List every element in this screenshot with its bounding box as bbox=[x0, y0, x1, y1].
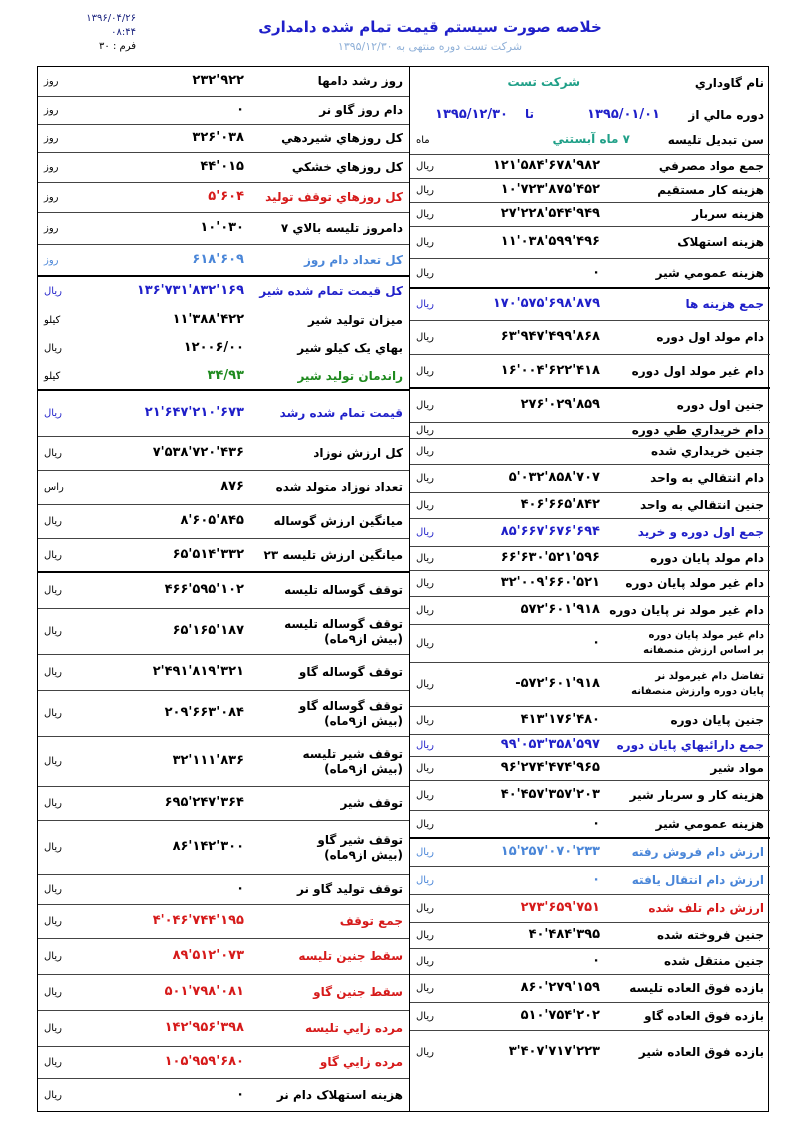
right-row-label: ارزش دام فروش رفته bbox=[631, 845, 764, 859]
left-row-label: توقف گوساله گاو bbox=[298, 665, 403, 679]
report-subtitle: شرکت تست دوره منتهی به ۱۳۹۵/۱۲/۳۰ bbox=[337, 40, 523, 53]
period-label: دوره مالي از bbox=[688, 108, 764, 122]
left-row-label-line2: (بيش از۹ماه) bbox=[324, 714, 403, 728]
right-row bbox=[410, 423, 770, 439]
left-row-label: کل روزهاي خشکي bbox=[291, 160, 403, 174]
right-row-value: ۰ bbox=[592, 635, 600, 650]
right-row-label-line2: بر اساس ارزش منصفانه bbox=[643, 645, 764, 656]
left-row-value: ۱۰۵'۹۵۹'۶۸۰ bbox=[164, 1054, 244, 1069]
right-panel bbox=[409, 67, 770, 1111]
right-row-value: ۹۹'۰۵۳'۳۵۸'۵۹۷ bbox=[500, 737, 600, 752]
left-row bbox=[38, 1047, 409, 1079]
left-row-value: ۶۵'۵۱۴'۳۳۲ bbox=[172, 547, 244, 562]
right-row-unit: ريال bbox=[416, 819, 434, 830]
right-row bbox=[410, 895, 770, 923]
left-row-label: تعداد نوزاد متولد شده bbox=[275, 480, 403, 494]
farm-name-row bbox=[410, 67, 770, 103]
left-row-label: کل روزهاي شيردهي bbox=[281, 131, 403, 145]
right-row bbox=[410, 439, 770, 465]
right-row-unit: ريال bbox=[416, 605, 434, 616]
left-row-unit: کيلو bbox=[44, 315, 61, 326]
left-row-unit: ريال bbox=[44, 708, 62, 719]
right-row-label: دام خريداري طي دوره bbox=[631, 423, 764, 437]
right-row-label: دام غير مولد پايان دوره bbox=[648, 630, 764, 641]
right-row-value: ۵۱۰'۷۵۴'۲۰۲ bbox=[520, 1008, 600, 1023]
left-row-label-line2: (بيش از۹ماه) bbox=[324, 632, 403, 646]
left-row-label: کل قيمت تمام شده شير bbox=[259, 284, 403, 298]
left-row-label: توقف توليد گاو نر bbox=[297, 882, 403, 896]
right-row bbox=[410, 547, 770, 571]
left-row-value: ۴۶۶'۵۹۵'۱۰۲ bbox=[164, 582, 244, 597]
right-row-label: جمع دارائيهاي پايان دوره bbox=[616, 738, 764, 752]
left-row-unit: ريال bbox=[44, 951, 62, 962]
right-row-label: بازده فوق العاده شير bbox=[638, 1045, 764, 1059]
right-row-value: ۴۰'۴۸۴'۳۹۵ bbox=[528, 927, 600, 942]
right-row bbox=[410, 663, 770, 707]
left-row-unit: ريال bbox=[44, 408, 62, 419]
right-row bbox=[410, 355, 770, 389]
left-row-value: ۲۰۹'۶۶۳'۰۸۴ bbox=[164, 705, 244, 720]
left-row-value: ۴'۰۴۶'۷۴۴'۱۹۵ bbox=[152, 913, 244, 928]
report-date: ۱۳۹۶/۰۴/۲۶ bbox=[86, 13, 136, 24]
left-row-value: ۵۰۱'۷۹۸'۰۸۱ bbox=[164, 984, 244, 999]
right-row-unit: ريال bbox=[416, 790, 434, 801]
left-row-value: ۷'۵۳۸'۷۲۰'۴۳۶ bbox=[152, 445, 244, 460]
right-row-label: جنين فروخته شده bbox=[656, 928, 764, 942]
right-row-unit: ريال bbox=[416, 875, 434, 886]
right-row-unit: ريال bbox=[416, 903, 434, 914]
right-row-unit: ريال bbox=[416, 268, 434, 279]
right-row-label: تفاضل دام غيرمولد نر bbox=[655, 671, 764, 682]
left-row bbox=[38, 573, 409, 609]
left-row-unit: ريال bbox=[44, 667, 62, 678]
left-row-label-line2: (بيش از۹ماه) bbox=[324, 848, 403, 862]
form-label: فرم : bbox=[112, 41, 136, 52]
left-row-label: توقف شير تليسه bbox=[302, 747, 403, 761]
right-row bbox=[410, 519, 770, 547]
right-row-unit: ريال bbox=[416, 715, 434, 726]
left-row-unit: ريال bbox=[44, 798, 62, 809]
left-row-value: ۵'۶۰۴ bbox=[208, 189, 244, 204]
left-row-value: ۳۴/۹۳ bbox=[207, 368, 244, 383]
right-row bbox=[410, 625, 770, 663]
right-row-label: جمع اول دوره و خريد bbox=[637, 525, 764, 539]
right-row-label: ارزش دام انتقال يافته bbox=[631, 873, 764, 887]
right-row-value: ۸۶۰'۲۷۹'۱۵۹ bbox=[520, 980, 600, 995]
left-row-value: ۲۱'۶۴۷'۲۱۰'۶۷۳ bbox=[144, 405, 244, 420]
left-row-value: ۰ bbox=[236, 102, 244, 117]
left-row-label: سقط جنين تليسه bbox=[298, 949, 403, 963]
left-row bbox=[38, 125, 409, 153]
right-row-unit: ريال bbox=[416, 740, 434, 751]
heifer-age-label: سن تبديل تليسه bbox=[667, 133, 764, 147]
right-row bbox=[410, 597, 770, 625]
right-row bbox=[410, 923, 770, 949]
right-row bbox=[410, 227, 770, 259]
right-row-value: ۰ bbox=[592, 953, 600, 968]
right-row-label: دام مولد پايان دوره bbox=[650, 551, 764, 565]
left-row-unit: ريال bbox=[44, 756, 62, 767]
left-row-value: ۸۶'۱۴۲'۳۰۰ bbox=[172, 839, 244, 854]
right-row-unit: ريال bbox=[416, 1011, 434, 1022]
left-row-unit: ريال bbox=[44, 286, 62, 297]
right-row-unit: ريال bbox=[416, 956, 434, 967]
left-row-unit: روز bbox=[44, 162, 59, 173]
left-row-label: بهاي يک کيلو شير bbox=[297, 341, 403, 355]
left-row-label-line2: (بيش از۹ماه) bbox=[324, 762, 403, 776]
left-row-value: ۳۲'۱۱۱'۸۳۶ bbox=[172, 753, 244, 768]
left-row-value: ۰ bbox=[236, 1087, 244, 1102]
left-row-label: جمع توقف bbox=[339, 914, 403, 928]
left-row-unit: روز bbox=[44, 255, 59, 266]
farm-name-value: شرکت تست bbox=[507, 75, 580, 89]
left-row bbox=[38, 737, 409, 787]
period-row bbox=[410, 103, 770, 129]
left-row-value: ۶۵'۱۶۵'۱۸۷ bbox=[172, 623, 244, 638]
left-row-unit: کيلو bbox=[44, 371, 61, 382]
right-row-unit: ريال bbox=[416, 446, 434, 457]
left-row-value: ۲۳۲'۹۲۲ bbox=[192, 73, 244, 88]
left-row bbox=[38, 153, 409, 183]
left-row-unit: ريال bbox=[44, 1023, 62, 1034]
right-row bbox=[410, 389, 770, 423]
left-row-label: توقف شير bbox=[340, 796, 403, 810]
left-row-label: راندمان توليد شير bbox=[297, 369, 403, 383]
right-row-unit: ريال bbox=[416, 161, 434, 172]
left-row-value: ۸۹'۵۱۲'۰۷۳ bbox=[172, 948, 244, 963]
left-row bbox=[38, 655, 409, 691]
right-row-label: هزينه عمومي شير bbox=[655, 266, 764, 280]
left-row bbox=[38, 67, 409, 97]
report-time: ۰۸:۴۴ bbox=[111, 27, 136, 38]
left-row-label: هزينه استهلاک دام نر bbox=[276, 1088, 403, 1102]
right-row-value: ۱۷۰'۵۷۵'۶۹۸'۸۷۹ bbox=[492, 296, 600, 311]
left-row bbox=[38, 975, 409, 1011]
right-row-unit: ريال bbox=[416, 500, 434, 511]
left-row bbox=[38, 245, 409, 277]
left-row-value: ۱۲۰۰۶/۰۰ bbox=[183, 340, 244, 355]
right-row bbox=[410, 1031, 770, 1075]
heifer-age-unit: ماه bbox=[416, 135, 430, 146]
right-row-value: ۲۷۳'۶۵۹'۷۵۱ bbox=[520, 900, 600, 915]
period-from: ۱۳۹۵/۰۱/۰۱ bbox=[587, 107, 660, 122]
right-row-label: دام مولد اول دوره bbox=[656, 330, 764, 344]
right-row-value: ۱۶'۰۰۴'۶۲۲'۴۱۸ bbox=[500, 363, 600, 378]
left-row-unit: روز bbox=[44, 133, 59, 144]
left-row-label: کل روزهاي توقف توليد bbox=[265, 190, 403, 204]
left-row bbox=[38, 437, 409, 471]
left-row-label: توقف گوساله گاو bbox=[298, 699, 403, 713]
left-row-label: سقط جنين گاو bbox=[313, 985, 403, 999]
left-row-unit: روز bbox=[44, 105, 59, 116]
left-row-unit: ريال bbox=[44, 1090, 62, 1101]
right-row-value: ۰ bbox=[592, 265, 600, 280]
right-row-value: ۱۱'۰۳۸'۵۹۹'۴۹۶ bbox=[500, 234, 600, 249]
left-row bbox=[38, 277, 409, 307]
left-row-unit: ريال bbox=[44, 842, 62, 853]
right-row bbox=[410, 839, 770, 867]
right-row-unit: ريال bbox=[416, 847, 434, 858]
right-row bbox=[410, 757, 770, 781]
left-row-label: دامروز تليسه بالاي ۷ bbox=[280, 221, 403, 235]
left-row-value: ۶۱۸'۶۰۹ bbox=[192, 252, 244, 267]
right-row-label: ارزش دام تلف شده bbox=[648, 901, 764, 915]
right-row-value: -۵۷۲'۶۰۱'۹۱۸ bbox=[515, 676, 600, 691]
right-row-label: هزينه کار مستقيم bbox=[657, 183, 764, 197]
report-sheet bbox=[37, 66, 769, 1112]
left-row-unit: ريال bbox=[44, 516, 62, 527]
right-row bbox=[410, 867, 770, 895]
left-row bbox=[38, 335, 409, 363]
right-row-unit: ريال bbox=[416, 237, 434, 248]
right-row bbox=[410, 781, 770, 811]
farm-name-label: نام گاوداري bbox=[694, 76, 764, 90]
left-row bbox=[38, 505, 409, 539]
left-row-value: ۰ bbox=[236, 881, 244, 896]
right-row-label: جنين پايان دوره bbox=[670, 713, 764, 727]
right-row-value: ۱۰'۷۲۳'۸۷۵'۴۵۲ bbox=[500, 182, 600, 197]
left-row-unit: ريال bbox=[44, 448, 62, 459]
left-row-unit: ريال bbox=[44, 585, 62, 596]
left-row bbox=[38, 307, 409, 335]
left-row-unit: راس bbox=[44, 482, 64, 493]
right-row-value: ۸۵'۶۶۷'۶۷۶'۶۹۴ bbox=[500, 524, 600, 539]
left-row-value: ۱۱'۳۸۸'۴۲۲ bbox=[172, 312, 244, 327]
heifer-age-value: ۷ ماه آبستني bbox=[552, 132, 630, 146]
left-row bbox=[38, 821, 409, 875]
right-row-value: ۰ bbox=[592, 872, 600, 887]
right-row-value: ۴۰۶'۶۶۵'۸۴۲ bbox=[520, 497, 600, 512]
left-row-unit: روز bbox=[44, 223, 59, 234]
right-row-value: ۲۷'۲۲۸'۵۴۴'۹۴۹ bbox=[500, 206, 600, 221]
left-row bbox=[38, 691, 409, 737]
left-row-label: مرده زايي گاو bbox=[319, 1055, 403, 1069]
right-row-value: ۱۲۱'۵۸۴'۶۷۸'۹۸۲ bbox=[492, 158, 600, 173]
left-row-value: ۲'۴۹۱'۸۱۹'۳۲۱ bbox=[152, 664, 244, 679]
right-row-value: ۵'۰۳۲'۸۵۸'۷۰۷ bbox=[508, 470, 600, 485]
period-to: ۱۳۹۵/۱۲/۳۰ bbox=[435, 107, 508, 122]
left-row-value: ۴۴'۰۱۵ bbox=[200, 159, 244, 174]
right-row-label: دام انتقالي به واحد bbox=[650, 471, 764, 485]
left-panel bbox=[38, 67, 409, 1111]
right-row bbox=[410, 179, 770, 203]
left-row-unit: روز bbox=[44, 192, 59, 203]
left-row-label: توقف گوساله تليسه bbox=[284, 583, 403, 597]
right-row-unit: ريال bbox=[416, 553, 434, 564]
right-row-unit: ريال bbox=[416, 930, 434, 941]
right-row bbox=[410, 975, 770, 1003]
report-header bbox=[0, 0, 794, 68]
right-row-value: ۴۰'۴۵۷'۳۵۷'۲۰۳ bbox=[500, 787, 600, 802]
left-row bbox=[38, 787, 409, 821]
right-row-label: هزينه استهلاک bbox=[677, 235, 764, 249]
right-row-label: جنين خريداري شده bbox=[651, 444, 764, 458]
left-row bbox=[38, 939, 409, 975]
left-row-label: مرده زايي تليسه bbox=[305, 1021, 403, 1035]
right-row bbox=[410, 259, 770, 289]
left-row-unit: ريال bbox=[44, 343, 62, 354]
right-row-label: دام غير مولد اول دوره bbox=[631, 364, 764, 378]
left-row bbox=[38, 183, 409, 213]
right-row bbox=[410, 1003, 770, 1031]
right-row-label: هزينه عمومي شير bbox=[655, 817, 764, 831]
right-row-label: جنين اول دوره bbox=[676, 398, 764, 412]
right-row bbox=[410, 811, 770, 839]
right-row-unit: ريال bbox=[416, 527, 434, 538]
right-row bbox=[410, 949, 770, 975]
left-row-label: کل ارزش نوزاد bbox=[313, 446, 403, 460]
right-row-value: ۳'۴۰۷'۷۱۷'۲۲۳ bbox=[508, 1044, 600, 1059]
left-row bbox=[38, 471, 409, 505]
right-row-label: دام غير مولد پايان دوره bbox=[625, 576, 764, 590]
left-row bbox=[38, 363, 409, 391]
right-row-value: ۶۶'۶۳۰'۵۲۱'۵۹۶ bbox=[500, 550, 600, 565]
right-row bbox=[410, 571, 770, 597]
left-row-unit: ريال bbox=[44, 550, 62, 561]
right-row-unit: ريال bbox=[416, 185, 434, 196]
right-row-value: ۰ bbox=[592, 816, 600, 831]
right-row-label: دام غير مولد نر پايان دوره bbox=[609, 603, 764, 617]
right-row-label: جنين انتقالي به واحد bbox=[639, 498, 764, 512]
right-row-label: جمع مواد مصرفي bbox=[658, 159, 764, 173]
left-row-unit: ريال bbox=[44, 987, 62, 998]
left-row bbox=[38, 539, 409, 573]
right-row bbox=[410, 321, 770, 355]
right-row-label: بازده فوق العاده تليسه bbox=[629, 981, 764, 995]
right-row-value: ۴۱۳'۱۷۶'۴۸۰ bbox=[520, 712, 600, 727]
left-row-value: ۸۷۶ bbox=[220, 479, 244, 494]
right-row bbox=[410, 203, 770, 227]
right-row bbox=[410, 465, 770, 493]
right-row-value: ۱۵'۲۵۷'۰۷۰'۲۳۳ bbox=[500, 844, 600, 859]
right-row-label: بازده فوق العاده گاو bbox=[644, 1009, 764, 1023]
right-row-unit: ريال bbox=[416, 763, 434, 774]
right-row-value: ۹۶'۲۷۴'۴۷۴'۹۶۵ bbox=[500, 760, 600, 775]
right-row-unit: ريال bbox=[416, 366, 434, 377]
right-row bbox=[410, 289, 770, 321]
right-row-unit: ريال bbox=[416, 578, 434, 589]
left-row-label: ميانگين ارزش تليسه ۲۳ bbox=[263, 548, 403, 562]
left-row-value: ۸'۶۰۵'۸۴۵ bbox=[180, 513, 244, 528]
left-row-label: ميزان توليد شير bbox=[307, 313, 403, 327]
right-row-unit: ريال bbox=[416, 209, 434, 220]
right-row-unit: ريال bbox=[416, 1047, 434, 1058]
right-row bbox=[410, 707, 770, 735]
left-row bbox=[38, 213, 409, 245]
report-title: خلاصه صورت سیستم قیمت تمام شده دامداری bbox=[258, 18, 602, 36]
left-row-unit: ريال bbox=[44, 626, 62, 637]
left-row-unit: ريال bbox=[44, 916, 62, 927]
left-row-value: ۱۰'۰۳۰ bbox=[200, 220, 244, 235]
left-row bbox=[38, 609, 409, 655]
right-row-value: ۳۲'۰۰۹'۶۶۰'۵۲۱ bbox=[500, 575, 600, 590]
left-row bbox=[38, 391, 409, 437]
left-row bbox=[38, 1079, 409, 1113]
left-row-unit: روز bbox=[44, 76, 59, 87]
left-row-label: توقف شير گاو bbox=[317, 833, 403, 847]
left-row-label: قيمت تمام شده رشد bbox=[279, 406, 403, 420]
left-row bbox=[38, 1011, 409, 1047]
left-row bbox=[38, 905, 409, 939]
right-row-unit: ريال bbox=[416, 473, 434, 484]
left-row-label: کل تعداد دام روز bbox=[303, 253, 403, 267]
left-row-label: توقف گوساله تليسه bbox=[284, 617, 403, 631]
right-row-unit: ريال bbox=[416, 400, 434, 411]
left-row-value: ۳۲۶'۰۳۸ bbox=[192, 130, 244, 145]
left-row bbox=[38, 97, 409, 125]
right-row-unit: ريال bbox=[416, 679, 434, 690]
right-row-value: ۶۳'۹۴۷'۴۹۹'۸۶۸ bbox=[500, 329, 600, 344]
left-row-label: ميانگين ارزش گوساله bbox=[273, 514, 403, 528]
right-row bbox=[410, 735, 770, 757]
right-row-unit: ريال bbox=[416, 983, 434, 994]
right-row-label: جمع هزينه ها bbox=[685, 297, 764, 311]
right-row bbox=[410, 155, 770, 179]
heifer-age-row bbox=[410, 129, 770, 155]
right-row-label: جنين منتقل شده bbox=[664, 954, 764, 968]
right-row-value: ۲۷۶'۰۲۹'۸۵۹ bbox=[520, 397, 600, 412]
left-row bbox=[38, 875, 409, 905]
left-row-value: ۶۹۵'۲۴۷'۳۶۴ bbox=[164, 795, 244, 810]
right-row-label: هزينه کار و سربار شير bbox=[629, 788, 764, 802]
form-number: ۳۰ bbox=[99, 41, 110, 52]
right-row-unit: ريال bbox=[416, 332, 434, 343]
left-row-label: دام روز گاو نر bbox=[319, 103, 403, 117]
right-row bbox=[410, 493, 770, 519]
period-to-label: تا bbox=[524, 107, 534, 121]
right-row-label-line2: پايان دوره وارزش منصفانه bbox=[631, 686, 764, 697]
report-meta bbox=[48, 12, 136, 54]
left-row-unit: ريال bbox=[44, 1057, 62, 1068]
right-row-unit: ريال bbox=[416, 425, 434, 436]
right-row-unit: ريال bbox=[416, 299, 434, 310]
form-number-line bbox=[48, 40, 136, 54]
left-row-value: ۱۳۶'۷۳۱'۸۳۲'۱۶۹ bbox=[136, 283, 244, 298]
left-row-label: روز رشد دامها bbox=[317, 74, 403, 88]
right-row-value: ۵۷۲'۶۰۱'۹۱۸ bbox=[520, 602, 600, 617]
left-row-value: ۱۴۲'۹۵۶'۳۹۸ bbox=[164, 1020, 244, 1035]
left-row-unit: ريال bbox=[44, 884, 62, 895]
right-row-label: هزينه سربار bbox=[692, 207, 764, 221]
right-row-unit: ريال bbox=[416, 638, 434, 649]
right-row-label: مواد شير bbox=[710, 761, 764, 775]
